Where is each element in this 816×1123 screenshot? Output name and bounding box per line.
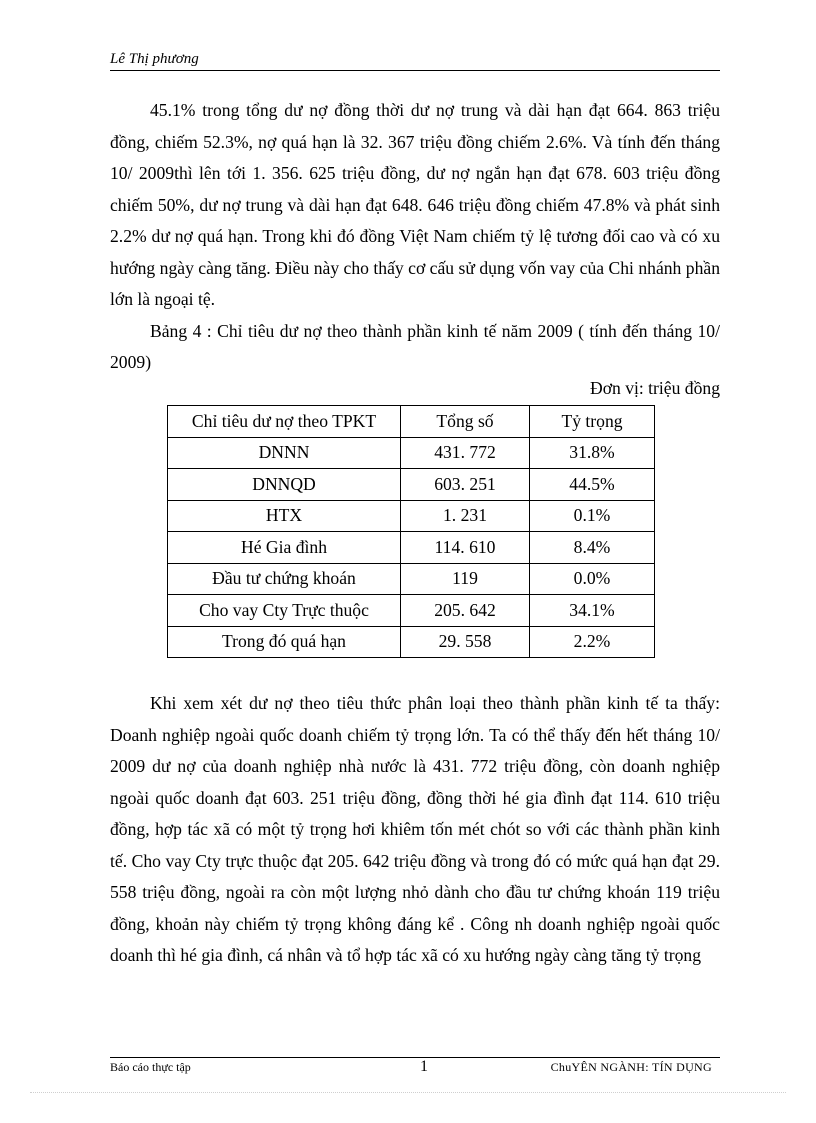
row-total: 29. 558 [401, 626, 530, 658]
row-total: 1. 231 [401, 500, 530, 532]
page-bottom-divider [30, 1092, 786, 1093]
header-cell-share: Tỷ trọng [530, 406, 655, 438]
credit-by-sector-table [167, 405, 655, 658]
footer-report-label: Báo cáo thực tập [110, 1060, 191, 1074]
row-share: 2.2% [530, 626, 655, 658]
row-label: HTX [168, 500, 401, 532]
row-total: 431. 772 [401, 437, 530, 469]
table-header-row [168, 406, 655, 438]
page-header [110, 50, 720, 71]
row-label: Đầu tư chứng khoán [168, 563, 401, 595]
paragraph-2: Khi xem xét dư nợ theo tiêu thức phân loại theo thành phần kinh tế ta thấy: Doanh nghiệp ngoài quốc doanh chiếm tỷ trọng lớn. Ta có thể thấy đến hết tháng 10/ 2009 dư nợ của doanh nghiệp nhà nước là 431. 772 triệu đồng, còn doanh nghiệp ngoài quốc doanh đạt 603. 251 triệu đồng, đồng thời hé gia đình đạt 114. 610 triệu đồng, hợp tác xã có một tỷ trọng hơi khiêm tốn mét chót so với các thành phần kinh tế. Cho vay Cty trực thuộc đạt 205. 642 triệu đồng và trong đó có mức quá hạn đạt 29. 558 triệu đồng, ngoài ra còn một lượng nhỏ dành cho đầu tư chứng khoán 119 triệu đồng, khoản này chiếm tỷ trọng không đáng kể . Công nh doanh nghiệp ngoài quốc doanh thì hé gia đình, cá nhân và tổ hợp tác xã có xu hướng ngày càng tăng tỷ trọng [110, 693, 720, 965]
body-section-top [110, 95, 720, 379]
row-total: 603. 251 [401, 469, 530, 501]
paragraph-1: 45.1% trong tổng dư nợ đồng thời dư nợ trung và dài hạn đạt 664. 863 triệu đồng, chiếm 52.3%, nợ quá hạn là 32. 367 triệu đồng chiếm 2.6%. Và tính đến tháng 10/ 2009thì lên tới 1. 356. 625 triệu đồng, dư nợ ngắn hạn đạt 678. 603 triệu đồng chiếm 50%, dư nợ trung và dài hạn đạt 648. 646 triệu đồng chiếm 47.8% và phát sinh 2.2% dư nợ quá hạn. Trong khi đó đồng Việt Nam chiếm tỷ lệ tương đối cao và có xu hướng ngày càng tăng. Điều này cho thấy cơ cấu sử dụng vốn vay của Chi nhánh phần lớn là ngoại tệ. [110, 100, 720, 309]
row-share: 8.4% [530, 532, 655, 564]
row-share: 0.1% [530, 500, 655, 532]
row-total: 205. 642 [401, 595, 530, 627]
table-row [168, 469, 655, 501]
table-row [168, 532, 655, 564]
table-row [168, 500, 655, 532]
row-label: DNNN [168, 437, 401, 469]
row-share: 34.1% [530, 595, 655, 627]
page-number: 1 [420, 1058, 428, 1075]
unit-label: Đơn vị: triệu đồng [589, 378, 720, 398]
row-label: Trong đó quá hạn [168, 626, 401, 658]
header-cell-indicator: Chỉ tiêu dư nợ theo TPKT [168, 406, 401, 438]
row-share: 31.8% [530, 437, 655, 469]
body-section-bottom [110, 688, 720, 972]
table-row [168, 626, 655, 658]
table-row [168, 595, 655, 627]
row-total: 114. 610 [401, 532, 530, 564]
table-caption: Bảng 4 : Chỉ tiêu dư nợ theo thành phần kinh tế năm 2009 ( tính đến tháng 10/ 2009) [110, 320, 720, 372]
row-share: 44.5% [530, 469, 655, 501]
page-footer [110, 1057, 720, 1082]
header-author: Lê Thị phương [110, 51, 199, 67]
row-total: 119 [401, 563, 530, 595]
table-row [168, 563, 655, 595]
table-row [168, 437, 655, 469]
footer-major-label: ChuYÊN NGÀNH: TÍN DỤNG [550, 1060, 712, 1074]
row-share: 0.0% [530, 563, 655, 595]
header-cell-total: Tổng số [401, 406, 530, 438]
row-label: Hé Gia đình [168, 532, 401, 564]
row-label: DNNQD [168, 469, 401, 501]
row-label: Cho vay Cty Trực thuộc [168, 595, 401, 627]
